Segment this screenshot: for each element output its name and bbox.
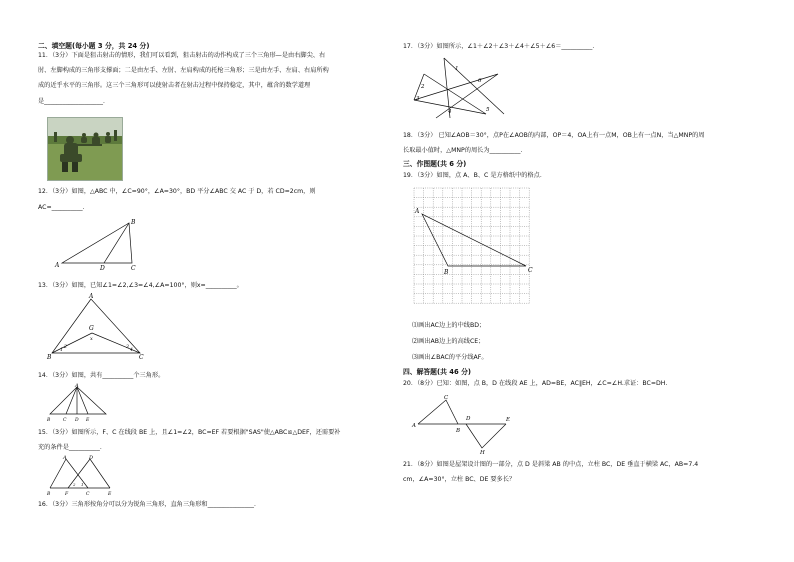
label-c: C (86, 492, 90, 496)
q15-figure (46, 454, 116, 496)
q12-line1: 12．（3分）如图，△ABC 中，∠C=90°，∠A=30°，BD 平分∠ABC 交 AC 于 D，若 CD=2cm，则 (38, 188, 316, 195)
q18-line2: 长取最小值时，△MNP的周长为__________． (403, 147, 527, 154)
label-a: A (63, 455, 67, 461)
label-b: B (456, 428, 461, 434)
triangle-abc (62, 223, 132, 263)
label-a: A (89, 293, 94, 300)
label-c: C (139, 354, 144, 361)
q11-line3: 成的近乎水平的三角形。这三个三角形可以使射击者在射击过程中保持稳定，其中，蕴含的数学道理 (38, 82, 311, 89)
q19-line1: 19．（3分）如图，点 A、B、C 是方格纸中的格点． (403, 172, 547, 179)
label-c: C (528, 267, 533, 274)
q21-line1: 21．（8分）如图是屋架设计图的一部分，点 D 是斜梁 AB 的中点，立柱 BC，DE 垂直于横梁 AC，AB=7.4 (403, 461, 699, 468)
q16-line1: 16．（3分）三角形按角分可以分为锐角三角形，直角三角形和_______________． (38, 501, 261, 508)
label-x: x (90, 336, 93, 342)
q11-line2: 肘、左脚构成的三角形支撑面；二是由左手、左肘、左肩构成的托枪三角形；三是由左手、左肩、右肩所构 (38, 67, 329, 74)
q17-line1: 17．（3分）如图所示，∠1＋∠2＋∠3＋∠4＋∠5＋∠6＝__________． (403, 43, 599, 50)
label-a: A (75, 383, 79, 389)
q11-line4: 是___________________． (38, 98, 110, 105)
sniper-photo-image (48, 118, 122, 180)
bisector-bd (104, 223, 129, 263)
label-f: F (65, 492, 69, 496)
label-e: E (506, 417, 511, 423)
q13-line1: 13．（3分）如图，已知∠1=∠2,∠3=∠4,∠A=100°，则x=__________。 (38, 282, 243, 289)
q21-line2: cm，∠A=30°，立柱 BC、DE 要多长？ (403, 476, 516, 483)
q15-line2: 充的条件是__________． (38, 444, 107, 451)
label-1: 1 (60, 348, 63, 353)
label-d: D (100, 265, 105, 271)
label-b: B (47, 492, 51, 496)
label-b: B (47, 418, 51, 423)
label-e: E (86, 418, 90, 423)
label-a: A (415, 208, 420, 215)
q19-sub2: ⑵画出AB边上的高线CE； (412, 338, 485, 345)
q19-sub3: ⑶画出∠BAC的平分线AF。 (412, 354, 488, 361)
q19-sub1: ⑴画出AC边上的中线BD； (412, 322, 486, 329)
label-4: 4 (448, 109, 452, 115)
q11-line1: 11．（3分）下面是狙击射击的情形，我们可以看到，狙击射击的动作构成了三个三角形—是由右脚尖、右 (38, 52, 326, 59)
q13-figure (46, 293, 146, 361)
q14-figure (44, 383, 114, 423)
label-c: C (131, 265, 136, 271)
label-1: 1 (455, 66, 459, 72)
q12-line2: AC=__________． (38, 204, 89, 211)
label-1: 1 (81, 482, 84, 487)
q12-figure (52, 215, 142, 271)
label-5: 5 (486, 107, 490, 113)
dotted-grid (414, 188, 529, 303)
label-2: 2 (73, 482, 76, 487)
q17-figure (410, 52, 506, 122)
q14-line1: 14．（3分）如图，共有__________个三角形。 (38, 372, 165, 379)
q15-line1: 15．（3分）如图所示，F、C 在线段 BE 上，且∠1=∠2，BC=EF 若要根据"SAS"使△ABC≌△DEF，还需要补 (38, 429, 341, 436)
q18-line1: 18．（3分） 已知∠AOB＝30°，点P在∠AOB的内部，OP＝4，OA上有一点M，OB上有一点N，当△MNP的周 (403, 132, 705, 139)
q20-figure (410, 392, 520, 454)
section-fill-in-title: 二、填空题(每小题 3 分，共 24 分) (38, 42, 150, 50)
label-2: 2 (421, 84, 425, 90)
label-b: B (47, 354, 52, 361)
q19-grid-figure (412, 186, 542, 316)
q20-line1: 20．（8分）已知：如图，点 B，D 在线段 AE 上，AD=BE，AC∥EH，∠C=∠H.求证：BC=DH. (403, 380, 668, 387)
label-4: 4 (130, 348, 133, 353)
label-3: 3 (126, 345, 129, 350)
label-a: A (412, 423, 416, 429)
label-c: C (444, 395, 449, 401)
label-6: 6 (478, 78, 482, 84)
label-3: 3 (416, 96, 420, 102)
label-d: D (466, 416, 471, 422)
sniper-photo (47, 117, 123, 181)
label-d: D (75, 418, 79, 423)
section-answer-title: 四、解答题(共 46 分) (403, 368, 471, 376)
label-g: G (89, 325, 94, 332)
label-e: E (108, 492, 112, 496)
label-h: H (480, 450, 485, 454)
label-a: A (55, 262, 60, 269)
label-d: D (89, 455, 94, 461)
label-c: C (63, 418, 67, 423)
label-b: B (131, 219, 136, 226)
section-drawing-title: 三、作图题(共 6 分) (403, 160, 467, 168)
triangle-abc (422, 214, 526, 266)
label-b: B (444, 269, 449, 276)
label-2: 2 (64, 345, 67, 350)
